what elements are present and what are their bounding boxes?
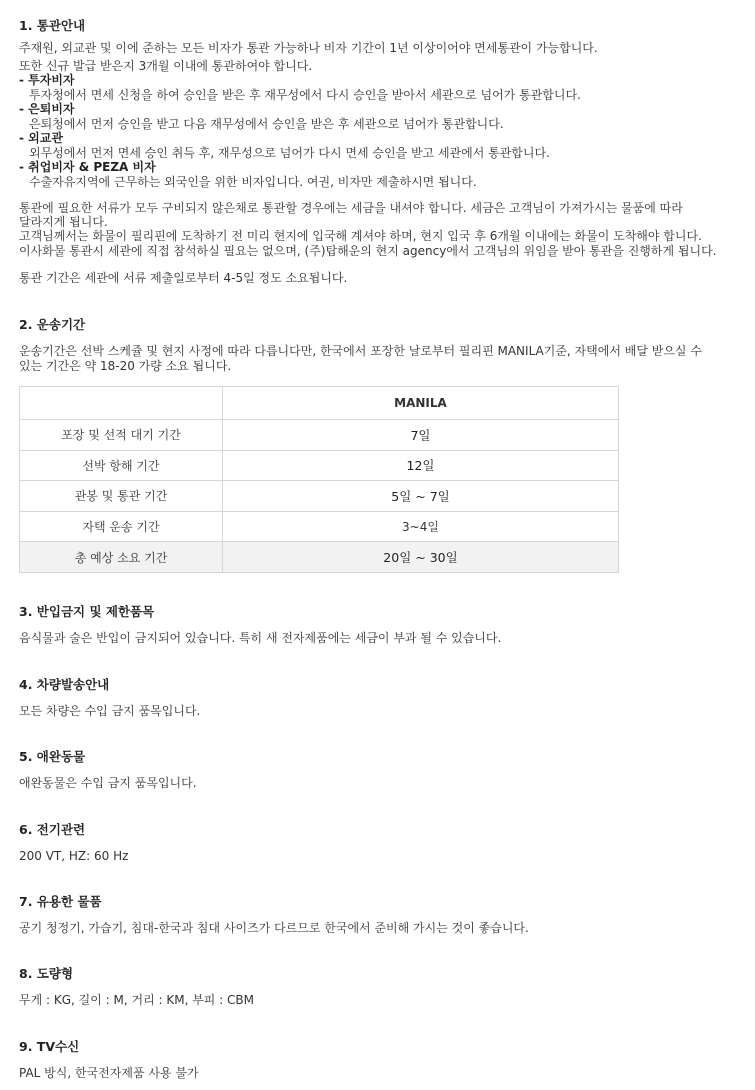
table-row	[20, 420, 619, 451]
table-row-label: 관봉 및 통관 기간	[20, 481, 223, 512]
section-4-heading: 4. 차량발송안내	[19, 677, 110, 692]
section-8-heading: 8. 도량형	[19, 966, 74, 981]
table-row-value: 12일	[223, 450, 619, 481]
visa-item-desc: 외무성에서 먼저 면세 승인 취득 후, 재무성으로 넘어가 다시 면세 승인을 받고 세관에서 통관합니다.	[29, 146, 550, 160]
tax-paragraph-line-2: 달라지게 됩니다.	[19, 215, 108, 229]
visa-item-title: - 투자비자	[19, 73, 75, 87]
section-5-heading: 5. 애완동물	[19, 749, 86, 764]
customs-period-paragraph: 통관 기간은 세관에 서류 제출일로부터 4-5일 정도 소요됩니다.	[19, 271, 348, 285]
table-header-blank	[20, 387, 223, 420]
visa-item-desc: 수출자유지역에 근무하는 외국인을 위한 비자입니다. 여권, 비자만 제출하시면 됩니다.	[29, 175, 477, 189]
transit-paragraph-line-1: 운송기간은 선박 스케쥴 및 현지 사정에 따라 다릅니다만, 한국에서 포장한 날로부터 필리핀 MANILA기준, 자택에서 배달 받으실 수	[19, 344, 702, 358]
visa-item-title: - 취업비자 & PEZA 비자	[19, 160, 156, 174]
section-6-text: 200 VT, HZ: 60 Hz	[19, 849, 129, 863]
table-row	[20, 481, 619, 512]
section-4-text: 모든 차량은 수입 금지 품목입니다.	[19, 704, 201, 718]
section-1-heading: 1. 통관안내	[19, 18, 86, 33]
visa-item-title: - 은퇴비자	[19, 102, 75, 116]
section-5-text: 애완동물은 수입 금지 품목입니다.	[19, 776, 197, 790]
section-2-heading: 2. 운송기간	[19, 317, 86, 332]
table-total-label: 총 예상 소요 기간	[20, 542, 223, 573]
transit-paragraph-line-2: 있는 기간은 약 18-20 가량 소요 됩니다.	[19, 359, 232, 373]
table-header-manila: MANILA	[223, 387, 619, 420]
table-row	[20, 450, 619, 481]
customs-paragraph-1: 주재원, 외교관 및 이에 준하는 모든 비자가 통관 가능하나 비자 기간이 1년 이상이어야 면세통관이 가능합니다.	[19, 41, 598, 55]
transit-time-table	[19, 386, 619, 573]
table-row-label: 포장 및 선적 대기 기간	[20, 420, 223, 451]
table-total-row	[20, 542, 619, 573]
section-6-heading: 6. 전기관련	[19, 822, 86, 837]
table-row-label: 선박 항해 기간	[20, 450, 223, 481]
section-9-heading: 9. TV수신	[19, 1039, 80, 1054]
table-header-row	[20, 387, 619, 420]
table-row-value: 3~4일	[223, 511, 619, 542]
visa-item-title: - 외교관	[19, 131, 63, 145]
table-row-label: 자택 운송 기간	[20, 511, 223, 542]
agency-paragraph: 이사화물 통관시 세관에 직접 참석하실 필요는 없으며, (주)탑해운의 현지 agency에서 고객님의 위임을 받아 통관을 진행하게 됩니다.	[19, 244, 717, 258]
section-8-text: 무게 : KG, 길이 : M, 거리 : KM, 부피 : CBM	[19, 993, 255, 1007]
table-row	[20, 511, 619, 542]
section-7-text: 공기 청정기, 가습기, 침대-한국과 침대 사이즈가 다르므로 한국에서 준비해 가시는 것이 좋습니다.	[19, 921, 529, 935]
table-row-value: 5일 ~ 7일	[223, 481, 619, 512]
section-7-heading: 7. 유용한 물품	[19, 894, 102, 909]
visa-item-desc: 은퇴청에서 먼저 승인을 받고 다음 재무성에서 승인을 받은 후 세관으로 넘어가 통관합니다.	[29, 117, 504, 131]
tax-paragraph-line-1: 통관에 필요한 서류가 모두 구비되지 않은채로 통관할 경우에는 세금을 내셔야 합니다. 세금은 고객님이 가져가시는 물품에 따라	[19, 201, 683, 215]
table-total-value: 20일 ~ 30일	[223, 542, 619, 573]
visa-item-desc: 투자청에서 면세 신청을 하여 승인을 받은 후 재무성에서 다시 승인을 받아서 세관으로 넘어가 통관합니다.	[29, 88, 581, 102]
section-9-text: PAL 방식, 한국전자제품 사용 불가	[19, 1066, 199, 1080]
section-3-heading: 3. 반입금지 및 제한품목	[19, 604, 155, 619]
section-3-text: 음식물과 술은 반입이 금지되어 있습니다. 특히 새 전자제품에는 세금이 부과 될 수 있습니다.	[19, 631, 502, 645]
arrival-paragraph: 고객님께서는 화물이 필리핀에 도착하기 전 미리 현지에 입국해 계셔야 하며, 현지 입국 후 6개월 이내에는 화물이 도착해야 합니다.	[19, 229, 702, 243]
table-row-value: 7일	[223, 420, 619, 451]
customs-paragraph-2: 또한 신규 발급 받은지 3개월 이내에 통관하여야 합니다.	[19, 59, 313, 73]
